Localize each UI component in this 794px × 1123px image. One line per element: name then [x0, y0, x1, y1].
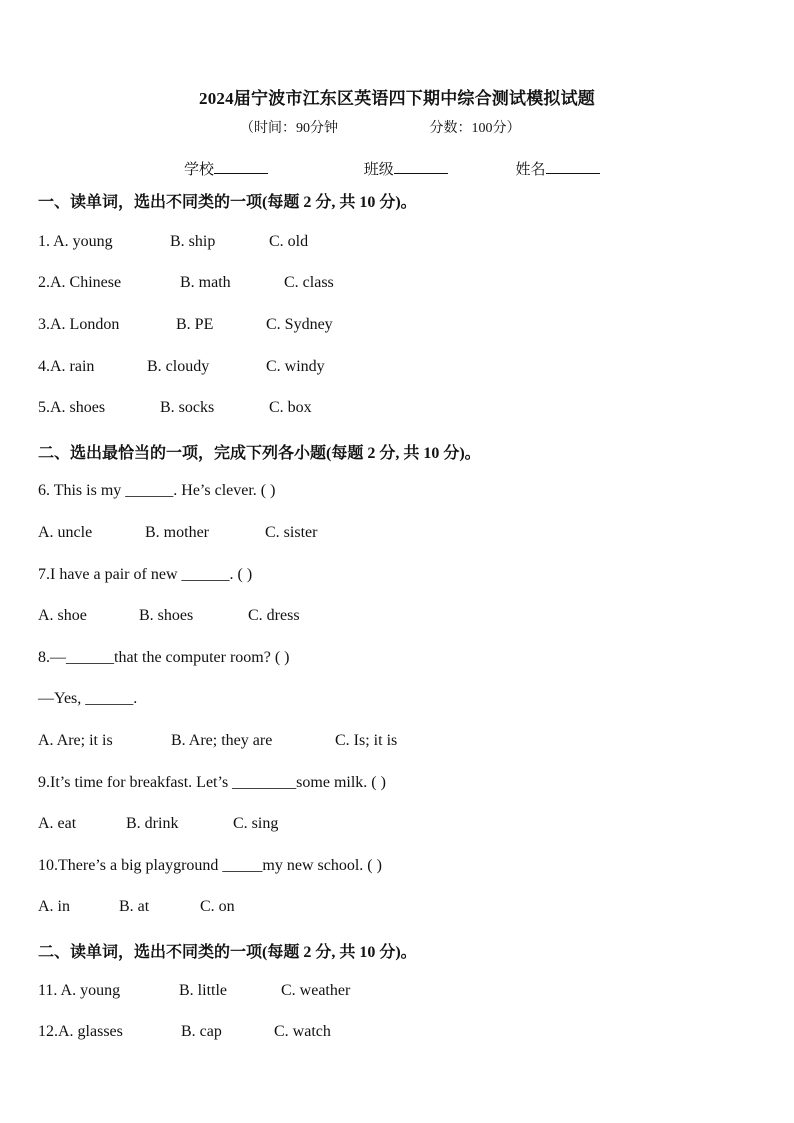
q4-option-a[interactable]: 4.A. rain [38, 358, 95, 375]
exam-meta [240, 117, 521, 137]
name-blank[interactable] [546, 159, 600, 174]
question-4 [38, 358, 325, 376]
q3-option-a[interactable]: 3.A. London [38, 316, 120, 333]
q9-option-c[interactable]: C. sing [233, 815, 279, 832]
section-1-heading: 一、读单词，选出不同类的一项(每题 2 分, 共 10 分)。 [38, 194, 417, 211]
q9-option-b[interactable]: B. drink [126, 815, 179, 832]
q6-option-b[interactable]: B. mother [145, 524, 209, 541]
q9-option-a[interactable]: A. eat [38, 815, 77, 832]
question-10-stem: 10.There’s a big playground _____my new school. ( ) [38, 857, 382, 874]
question-8-stem: 8.—______that the computer room? ( ) [38, 649, 290, 666]
q7-option-a[interactable]: A. shoe [38, 607, 87, 624]
question-6-options [38, 524, 317, 542]
q12-option-c[interactable]: C. watch [274, 1023, 331, 1040]
q4-option-b[interactable]: B. cloudy [147, 358, 210, 375]
q6-option-c[interactable]: C. sister [265, 524, 318, 541]
q6-option-a[interactable]: A. uncle [38, 524, 93, 541]
q10-option-a[interactable]: A. in [38, 898, 70, 915]
question-10-options [38, 898, 235, 916]
q7-option-c[interactable]: C. dress [248, 607, 300, 624]
question-1 [38, 233, 308, 251]
class-blank[interactable] [394, 159, 448, 174]
q2-option-a[interactable]: 2.A. Chinese [38, 274, 122, 291]
q8-option-a[interactable]: A. Are; it is [38, 732, 113, 749]
q4-option-c[interactable]: C. windy [266, 358, 325, 375]
total-score: 分数：100分） [429, 121, 521, 136]
q12-option-a[interactable]: 12.A. glasses [38, 1023, 123, 1040]
q11-option-c[interactable]: C. weather [281, 982, 351, 999]
class-label: 班级 [363, 162, 394, 178]
q1-option-a[interactable]: 1. A. young [38, 233, 113, 250]
section-2-heading: 二、选出最恰当的一项，完成下列各小题(每题 2 分, 共 10 分)。 [38, 445, 481, 462]
question-5 [38, 399, 312, 417]
q10-option-c[interactable]: C. on [200, 898, 235, 915]
q5-option-a[interactable]: 5.A. shoes [38, 399, 106, 416]
q11-option-b[interactable]: B. little [179, 982, 227, 999]
question-7-options [38, 607, 300, 625]
q7-option-b[interactable]: B. shoes [139, 607, 194, 624]
question-8-stem-reply: —Yes, ______. [38, 690, 138, 707]
q8-option-b[interactable]: B. Are; they are [171, 732, 273, 749]
question-9-options [38, 815, 278, 833]
question-12 [38, 1023, 331, 1041]
q2-option-c[interactable]: C. class [284, 274, 334, 291]
q2-option-b[interactable]: B. math [180, 274, 231, 291]
question-11 [38, 982, 350, 1000]
page-title: 2024届宁波市江东区英语四下期中综合测试模拟试题 [199, 89, 595, 108]
student-info [184, 158, 600, 179]
section-3-heading: 二、读单词，选出不同类的一项(每题 2 分, 共 10 分)。 [38, 944, 417, 961]
q3-option-b[interactable]: B. PE [176, 316, 214, 333]
q5-option-c[interactable]: C. box [269, 399, 312, 416]
question-7-stem: 7.I have a pair of new ______. ( ) [38, 566, 253, 583]
q3-option-c[interactable]: C. Sydney [266, 316, 333, 333]
question-3 [38, 316, 333, 334]
q1-option-b[interactable]: B. ship [170, 233, 216, 250]
q10-option-b[interactable]: B. at [119, 898, 150, 915]
q8-option-c[interactable]: C. Is; it is [335, 732, 398, 749]
school-blank[interactable] [214, 159, 268, 174]
q1-option-c[interactable]: C. old [269, 233, 309, 250]
time-limit: （时间：90分钟 [240, 121, 338, 136]
question-8-options [38, 732, 397, 750]
question-2 [38, 274, 334, 292]
q5-option-b[interactable]: B. socks [160, 399, 215, 416]
name-label: 姓名 [515, 162, 546, 178]
school-label: 学校 [184, 162, 215, 178]
q11-option-a[interactable]: 11. A. young [38, 982, 121, 999]
q12-option-b[interactable]: B. cap [181, 1023, 222, 1040]
question-9-stem: 9.It’s time for breakfast. Let’s ________some milk. ( ) [38, 774, 386, 791]
question-6-stem: 6. This is my ______. He’s clever. ( ) [38, 482, 276, 499]
